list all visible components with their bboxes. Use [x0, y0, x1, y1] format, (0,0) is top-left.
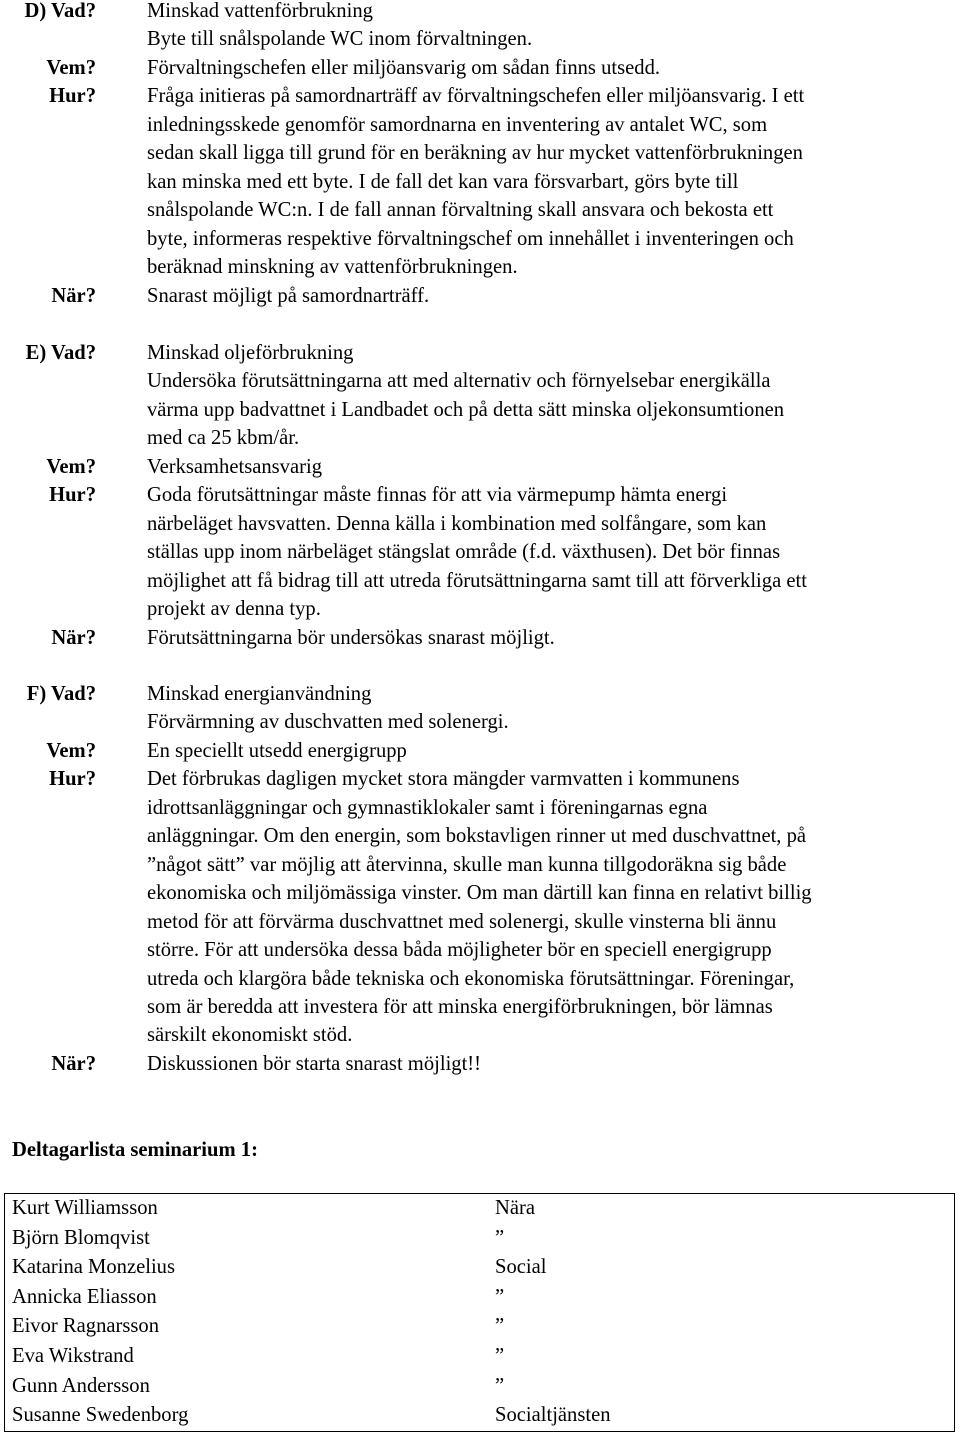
- hur-text-line: projekt av denna typ.: [147, 598, 321, 621]
- vad-detail-line: med ca 25 kbm/år.: [147, 427, 300, 450]
- hur-text-line: kan minska med ett byte. I de fall det kan vara försvarbart, görs byte till: [147, 170, 739, 193]
- vad-detail-line: Förvärmning av duschvatten med solenergi.: [147, 711, 509, 734]
- hur-text-line: ”något sätt” var möjlig att återvinna, skulle man kunna tillgodoräkna sig både: [147, 853, 787, 876]
- table-row: [5, 1283, 955, 1313]
- vad-text: Minskad energianvändning: [147, 683, 372, 705]
- hur-text-line: ställas upp inom närbeläget stängslat område (f.d. växthusen). Det bör finnas: [147, 541, 781, 564]
- participant-department: Social: [495, 1256, 547, 1279]
- hur-text-line: idrottsanläggningar och gymnastiklokaler samt i föreningarnas egna: [147, 796, 708, 819]
- hur-text-line: utreda och klargöra både tekniska och ekonomiska förutsättningar. Föreningar,: [147, 967, 795, 990]
- section-f-content: [147, 680, 947, 1078]
- vem-text-line: Verksamhetsansvarig: [147, 455, 322, 478]
- vad-detail-line: Byte till snålspolande WC inom förvaltningen.: [147, 28, 533, 51]
- vem-text-line: En speciellt utsedd energigrupp: [147, 739, 407, 762]
- hur-text-line: större. För att undersöka dessa båda möjligheter bör en speciell energigrupp: [147, 939, 772, 962]
- hur-text-line: möjlighet att få bidrag till att utreda förutsättningarna samt till att förverkliga ett: [147, 569, 807, 592]
- label-nar: När?: [51, 1052, 96, 1075]
- nar-text-line: Diskussionen bör starta snarast möjligt!!: [147, 1052, 482, 1075]
- participant-name: Eivor Ragnarsson: [12, 1315, 159, 1338]
- hur-text-line: som är beredda att investera för att minska energiförbrukningen, bör lämnas: [147, 995, 773, 1018]
- nar-text-line: Förutsättningarna bör undersökas snarast möjligt.: [147, 626, 555, 649]
- participant-name: Susanne Swedenborg: [12, 1404, 189, 1427]
- hur-text-line: Fråga initieras på samordnarträff av förvaltningschefen eller miljöansvarig. I ett: [147, 85, 805, 108]
- hur-text-line: beräknad minskning av vattenförbrukningen.: [147, 256, 518, 279]
- table-row: [5, 1224, 955, 1254]
- hur-text-line: ekonomiska och miljömässiga vinster. Om man därtill kan finna en relativt billig: [147, 882, 812, 905]
- participant-name: Katarina Monzelius: [12, 1256, 175, 1279]
- label-vem: Vem?: [46, 56, 96, 79]
- participant-name: Eva Wikstrand: [12, 1344, 134, 1367]
- section-e-content: [147, 339, 947, 652]
- participant-name: Gunn Andersson: [12, 1374, 150, 1397]
- label-hur: Hur?: [49, 484, 96, 507]
- vad-detail-line: värma upp badvattnet i Landbadet och på detta sätt minska oljekonsumtionen: [147, 398, 785, 421]
- label-nar: När?: [51, 626, 96, 649]
- label-nar: När?: [51, 284, 96, 307]
- participant-name: Kurt Williamsson: [12, 1197, 158, 1219]
- label-vad: F) Vad?: [26, 683, 96, 705]
- label-hur: Hur?: [49, 768, 96, 791]
- label-vem: Vem?: [46, 739, 96, 762]
- hur-text-line: anläggningar. Om den energin, som bokstavligen rinner ut med duschvattnet, på: [147, 825, 807, 848]
- participant-department: ”: [495, 1226, 505, 1249]
- hur-text-line: inledningsskede genomför samordnarna en inventering av antalet WC, som: [147, 113, 768, 136]
- participant-department: ”: [495, 1344, 505, 1367]
- table-row: [5, 1253, 955, 1283]
- label-hur: Hur?: [49, 85, 96, 108]
- vad-text: Minskad vattenförbrukning: [147, 0, 373, 22]
- label-vem: Vem?: [46, 455, 96, 478]
- hur-text-line: byte, informeras respektive förvaltningschef om innehållet i inventeringen och: [147, 227, 794, 250]
- vem-text-line: Förvaltningschefen eller miljöansvarig om sådan finns utsedd.: [147, 56, 661, 79]
- participant-department: ”: [495, 1315, 505, 1338]
- label-vad: E) Vad?: [25, 342, 96, 364]
- hur-text-line: sedan skall ligga till grund för en beräkning av hur mycket vattenförbrukningen: [147, 142, 803, 165]
- hur-text-line: närbeläget havsvatten. Denna källa i kombination med solfångare, som kan: [147, 512, 767, 535]
- section-d-content: [147, 0, 947, 310]
- table-row: [5, 1342, 955, 1372]
- table-row: [5, 1372, 955, 1402]
- vad-detail-line: Undersöka förutsättningarna att med alternativ och förnyelsebar energikälla: [147, 370, 771, 393]
- hur-text-line: snålspolande WC:n. I de fall annan förvaltning skall ansvara och bekosta ett: [147, 199, 774, 222]
- table-row: [5, 1401, 955, 1431]
- label-vad: D) Vad?: [24, 0, 96, 22]
- hur-text-line: metod för att förvärma duschvattnet med solenergi, skulle vinsterna bli ännu: [147, 910, 777, 933]
- table-row: [5, 1312, 955, 1342]
- participant-department: ”: [495, 1285, 505, 1308]
- participants-table: [4, 1193, 955, 1432]
- participant-department: ”: [495, 1374, 505, 1397]
- participant-name: Björn Blomqvist: [12, 1226, 150, 1249]
- hur-text-line: Goda förutsättningar måste finnas för att via värmepump hämta energi: [147, 484, 728, 507]
- participant-department: Nära: [495, 1197, 536, 1219]
- hur-text-line: särskilt ekonomiskt stöd.: [147, 1024, 353, 1047]
- nar-text-line: Snarast möjligt på samordnarträff.: [147, 284, 430, 307]
- table-row: [5, 1194, 955, 1224]
- vad-text: Minskad oljeförbrukning: [147, 342, 354, 364]
- participants-heading: Deltagarlista seminarium 1:: [12, 1139, 258, 1161]
- participant-department: Socialtjänsten: [495, 1404, 611, 1427]
- participant-name: Annicka Eliasson: [12, 1285, 157, 1308]
- hur-text-line: Det förbrukas dagligen mycket stora mängder varmvatten i kommunens: [147, 768, 740, 791]
